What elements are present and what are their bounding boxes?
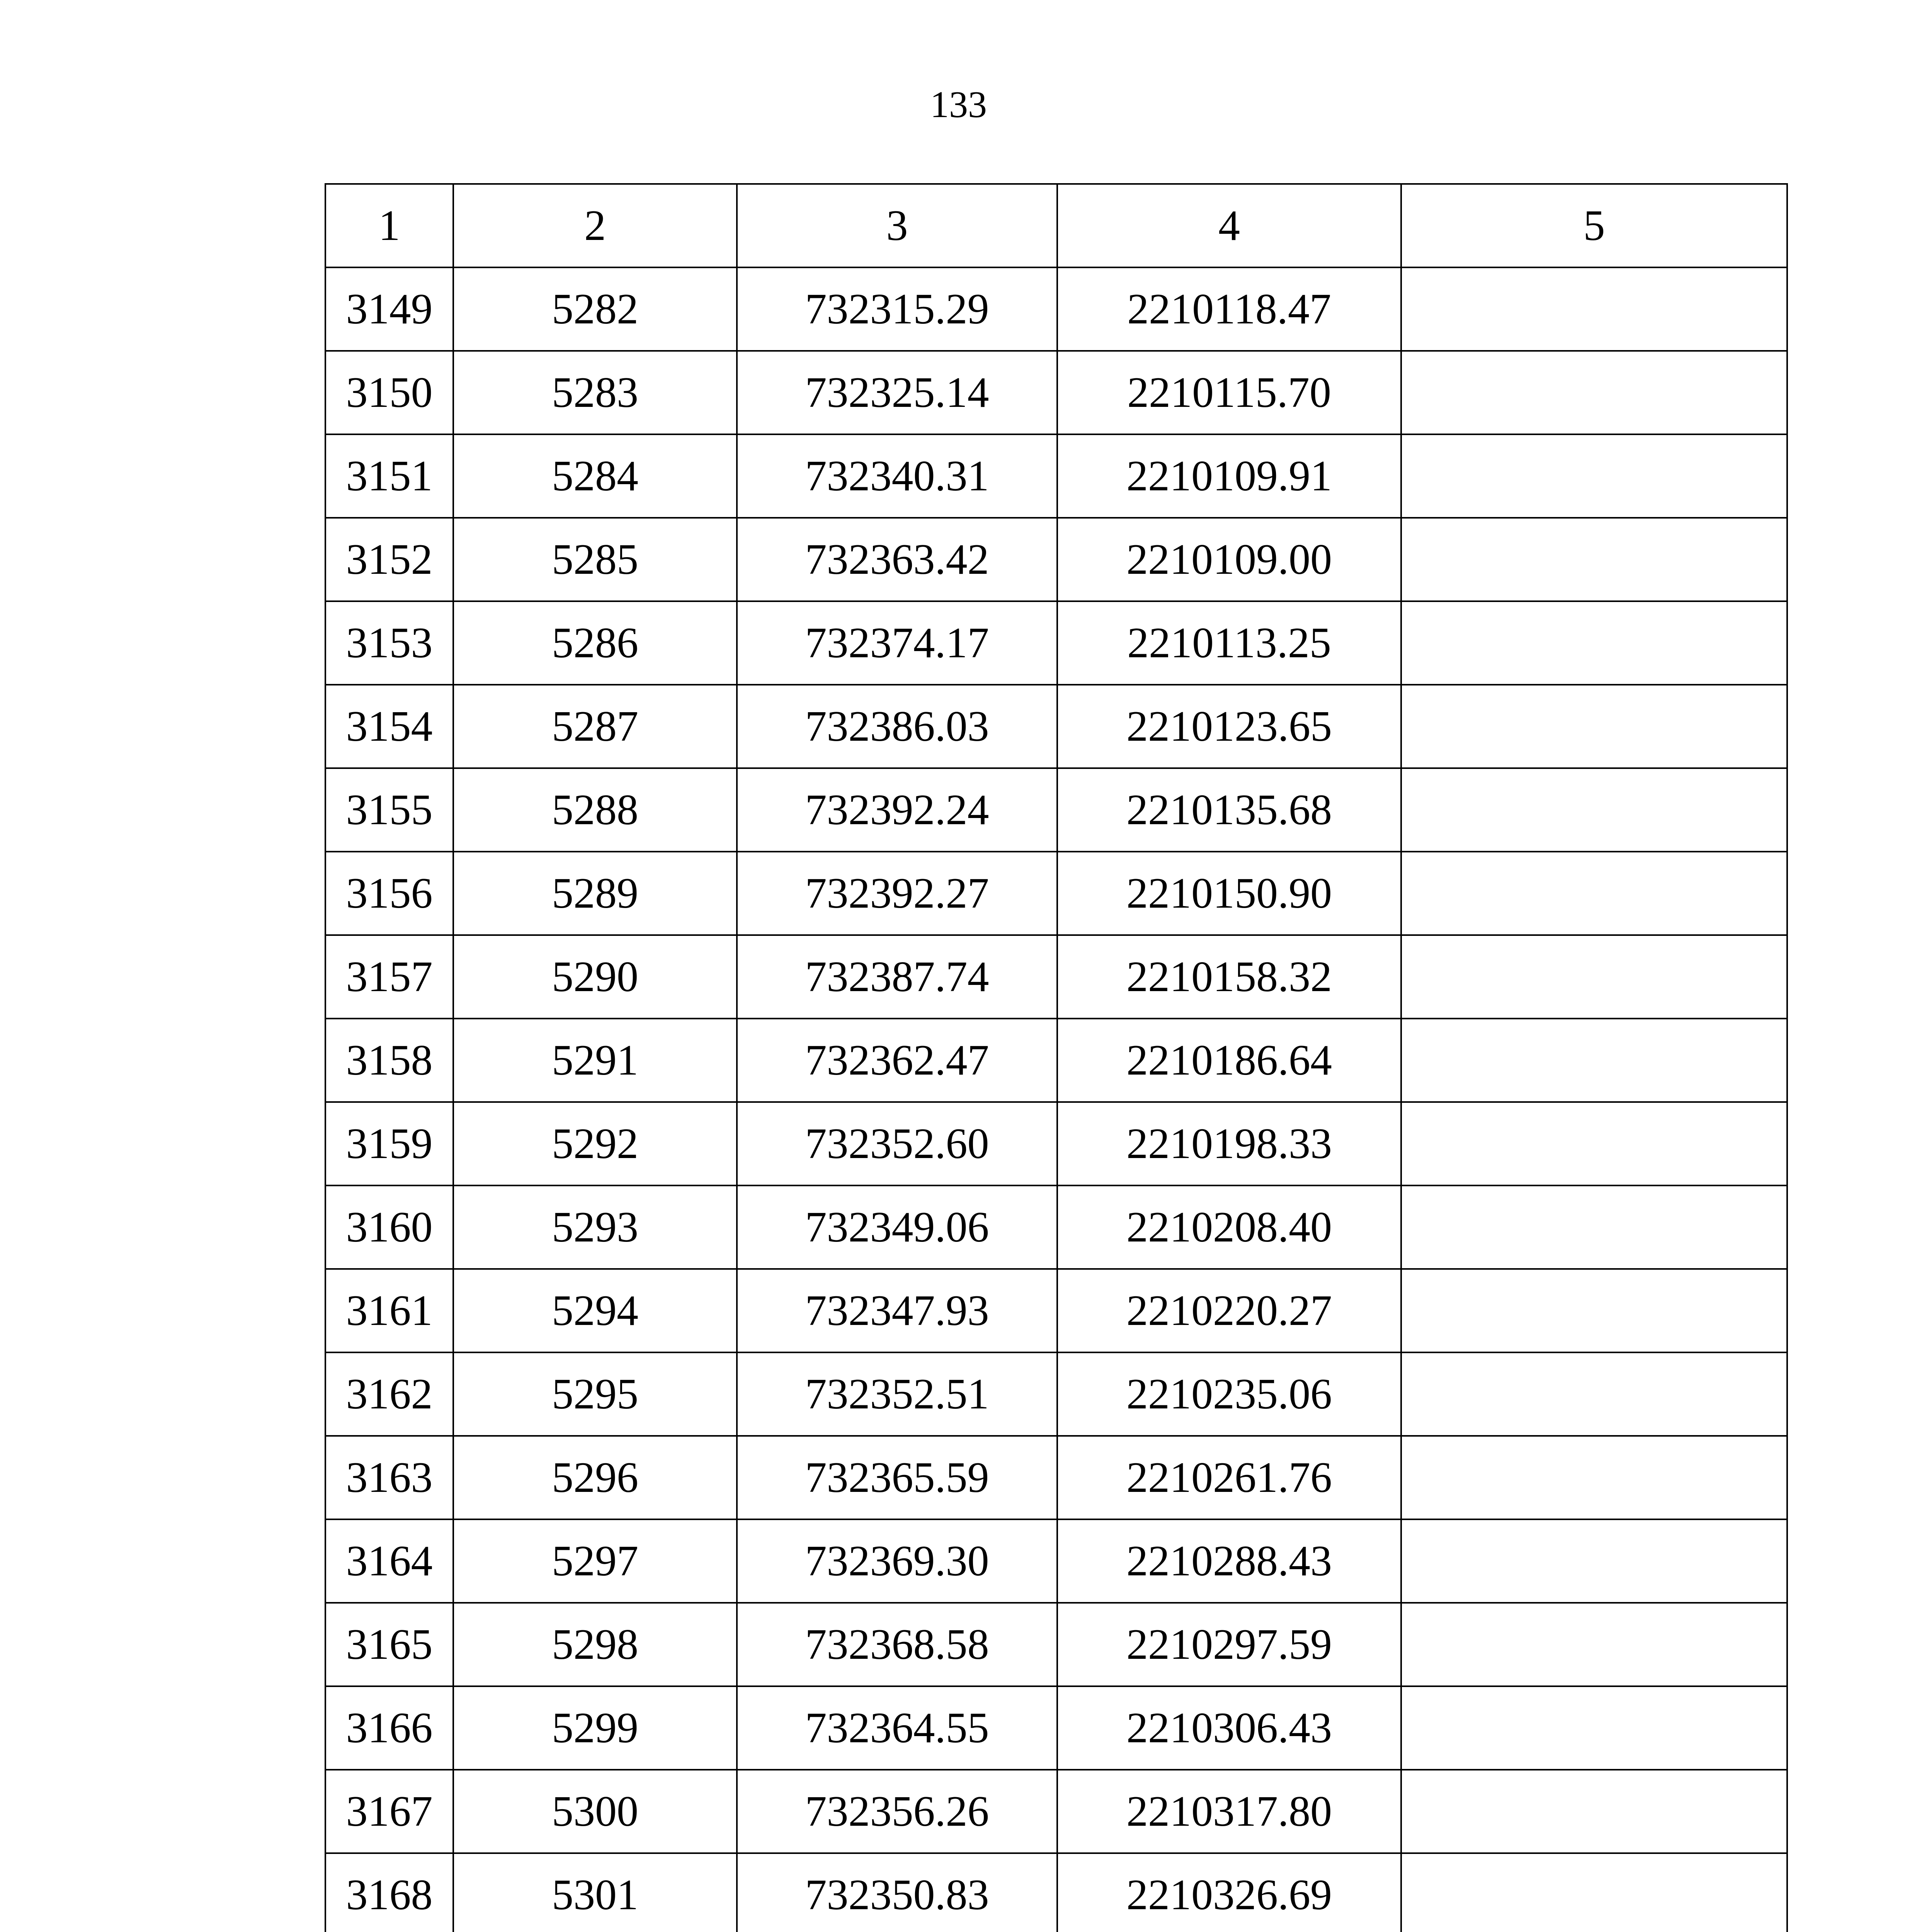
table-cell — [1401, 351, 1787, 434]
table-cell: 3151 — [325, 434, 453, 518]
table-cell: 732356.26 — [737, 1770, 1057, 1853]
table-cell: 732347.93 — [737, 1269, 1057, 1352]
table-cell: 5297 — [453, 1519, 737, 1603]
table-cell — [1401, 685, 1787, 768]
table-row — [325, 852, 1787, 935]
table-row — [325, 267, 1787, 351]
table-cell: 2210297.59 — [1057, 1603, 1401, 1686]
table-cell: 732349.06 — [737, 1185, 1057, 1269]
table-cell: 5294 — [453, 1269, 737, 1352]
table-cell: 2210186.64 — [1057, 1019, 1401, 1102]
column-header: 3 — [737, 184, 1057, 267]
table-cell: 3152 — [325, 518, 453, 601]
table-cell — [1401, 1102, 1787, 1185]
table-cell: 3167 — [325, 1770, 453, 1853]
table-cell: 2210113.25 — [1057, 601, 1401, 685]
table-cell — [1401, 1019, 1787, 1102]
table-cell: 5282 — [453, 267, 737, 351]
table-cell: 3156 — [325, 852, 453, 935]
table-cell: 5296 — [453, 1436, 737, 1519]
column-header: 4 — [1057, 184, 1401, 267]
table-cell: 3164 — [325, 1519, 453, 1603]
table-cell — [1401, 768, 1787, 852]
table-cell: 2210123.65 — [1057, 685, 1401, 768]
column-header: 5 — [1401, 184, 1787, 267]
table-cell: 5283 — [453, 351, 737, 434]
table-cell: 5290 — [453, 935, 737, 1019]
table-cell: 5291 — [453, 1019, 737, 1102]
table-cell — [1401, 1603, 1787, 1686]
table-cell: 732352.60 — [737, 1102, 1057, 1185]
table-cell — [1401, 852, 1787, 935]
table-cell: 3153 — [325, 601, 453, 685]
table-cell: 5300 — [453, 1770, 737, 1853]
table-cell: 2210220.27 — [1057, 1269, 1401, 1352]
table-cell: 5284 — [453, 434, 737, 518]
table-cell: 3166 — [325, 1686, 453, 1770]
table-cell: 2210208.40 — [1057, 1185, 1401, 1269]
table-cell: 2210317.80 — [1057, 1770, 1401, 1853]
table-cell — [1401, 1185, 1787, 1269]
table-cell — [1401, 1352, 1787, 1436]
table-cell: 732362.47 — [737, 1019, 1057, 1102]
table-cell — [1401, 935, 1787, 1019]
table-cell: 5286 — [453, 601, 737, 685]
column-header: 1 — [325, 184, 453, 267]
table-row — [325, 1519, 1787, 1603]
table-cell: 5295 — [453, 1352, 737, 1436]
table-cell: 732350.83 — [737, 1853, 1057, 1932]
table-cell: 5287 — [453, 685, 737, 768]
table-cell: 3165 — [325, 1603, 453, 1686]
table-row — [325, 351, 1787, 434]
table-cell: 732365.59 — [737, 1436, 1057, 1519]
table-row — [325, 1019, 1787, 1102]
table-cell: 732392.24 — [737, 768, 1057, 852]
table-cell: 3161 — [325, 1269, 453, 1352]
table-cell — [1401, 434, 1787, 518]
table-cell: 2210109.91 — [1057, 434, 1401, 518]
table-cell: 2210150.90 — [1057, 852, 1401, 935]
table-cell: 2210135.68 — [1057, 768, 1401, 852]
table-cell — [1401, 1686, 1787, 1770]
table-cell: 3160 — [325, 1185, 453, 1269]
table-cell: 5293 — [453, 1185, 737, 1269]
table-cell: 5299 — [453, 1686, 737, 1770]
table-cell: 2210198.33 — [1057, 1102, 1401, 1185]
table-cell — [1401, 267, 1787, 351]
table-body — [325, 184, 1787, 1932]
table-row — [325, 1352, 1787, 1436]
table-cell: 2210288.43 — [1057, 1519, 1401, 1603]
table-cell — [1401, 1519, 1787, 1603]
table-row — [325, 434, 1787, 518]
table-cell: 3150 — [325, 351, 453, 434]
table-cell: 2210235.06 — [1057, 1352, 1401, 1436]
table-cell: 732369.30 — [737, 1519, 1057, 1603]
table-cell: 3162 — [325, 1352, 453, 1436]
table-cell: 5301 — [453, 1853, 737, 1932]
table-row — [325, 1770, 1787, 1853]
table-cell: 732368.58 — [737, 1603, 1057, 1686]
table-row — [325, 601, 1787, 685]
table-cell: 732340.31 — [737, 434, 1057, 518]
table-cell: 2210158.32 — [1057, 935, 1401, 1019]
table-cell: 732387.74 — [737, 935, 1057, 1019]
table-cell: 2210115.70 — [1057, 351, 1401, 434]
table-cell: 732364.55 — [737, 1686, 1057, 1770]
table-row — [325, 1269, 1787, 1352]
table-row — [325, 1102, 1787, 1185]
table-header-row — [325, 184, 1787, 267]
table-row — [325, 1686, 1787, 1770]
table-cell: 3157 — [325, 935, 453, 1019]
table-row — [325, 685, 1787, 768]
table-cell: 5298 — [453, 1603, 737, 1686]
table-cell: 3158 — [325, 1019, 453, 1102]
table-cell: 732352.51 — [737, 1352, 1057, 1436]
column-header: 2 — [453, 184, 737, 267]
table-cell — [1401, 601, 1787, 685]
table-cell: 3154 — [325, 685, 453, 768]
table-cell: 2210326.69 — [1057, 1853, 1401, 1932]
table-cell: 3163 — [325, 1436, 453, 1519]
table-cell: 3155 — [325, 768, 453, 852]
table-row — [325, 518, 1787, 601]
table-row — [325, 1185, 1787, 1269]
table-cell: 732363.42 — [737, 518, 1057, 601]
table-cell: 732315.29 — [737, 267, 1057, 351]
table-cell: 732325.14 — [737, 351, 1057, 434]
table-row — [325, 768, 1787, 852]
table-cell — [1401, 1436, 1787, 1519]
table-row — [325, 1853, 1787, 1932]
table-row — [325, 1603, 1787, 1686]
table-cell: 3149 — [325, 267, 453, 351]
page-number: 133 — [930, 84, 987, 126]
table-cell: 2210109.00 — [1057, 518, 1401, 601]
table-cell — [1401, 518, 1787, 601]
table-cell: 732374.17 — [737, 601, 1057, 685]
table-cell: 5288 — [453, 768, 737, 852]
table-cell: 3159 — [325, 1102, 453, 1185]
table-cell: 732386.03 — [737, 685, 1057, 768]
table-cell: 2210261.76 — [1057, 1436, 1401, 1519]
table-cell: 2210118.47 — [1057, 267, 1401, 351]
table-row — [325, 935, 1787, 1019]
table-cell — [1401, 1853, 1787, 1932]
table-row — [325, 1436, 1787, 1519]
table-cell: 2210306.43 — [1057, 1686, 1401, 1770]
table-cell: 5285 — [453, 518, 737, 601]
table-cell — [1401, 1269, 1787, 1352]
table-cell: 3168 — [325, 1853, 453, 1932]
table-cell: 5292 — [453, 1102, 737, 1185]
table-cell: 732392.27 — [737, 852, 1057, 935]
table-cell: 5289 — [453, 852, 737, 935]
table-cell — [1401, 1770, 1787, 1853]
coordinates-table — [325, 183, 1788, 1932]
